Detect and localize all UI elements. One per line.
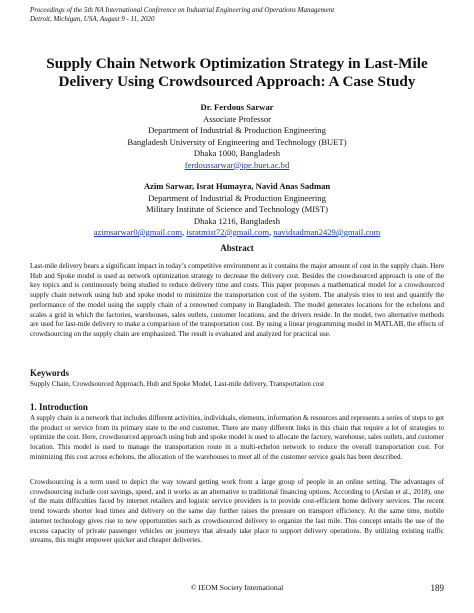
keywords-heading: Keywords	[30, 368, 69, 378]
paper-title	[20, 55, 454, 91]
author-city: Dhaka 1000, Bangladesh	[193, 148, 281, 158]
coauthor-emails	[20, 227, 454, 239]
author-university: Bangladesh University of Engineering and Technology (BUET)	[127, 136, 347, 147]
author-block-1	[20, 102, 454, 171]
title-line-1: Supply Chain Network Optimization Strategy in Last-Mile	[46, 55, 428, 72]
abstract-text: Last-mile delivery bears a significant impact in today’s competitive environment as it contains the major amount of cost in the supply chain. Here Hub and Spoke model is used as network optimization strategy to decrease the delivery cost. Besides the crowdsourced approach is one of the key topics and is continuously being studied to reduce delivery time and costs. This paper proposes a mathematical model for a crowdsourced supply chain network using hub and spoke model to minimize the transportation cost of the system. The analysis tries to test and quantify the performance of the model using the supply chain of a renowned company in Bangladesh. The model generates locations for the echelons and scales a grid in which the factories, warehouses, sales outlets, customer locations, and the drivers reside. In the model, two alternative methods are used for last-mile delivery to make a comparison of the transportation cost. By using a linear programming model in MATLAB, the effects of crowdsourcing on the supply chain are emphasized. The result is evaluated and analyzed for practical use.	[30, 262, 444, 338]
email-separator: ,	[182, 227, 187, 237]
keywords-text: Supply Chain, Crowdsourced Approach, Hub and Spoke Model, Last-mile delivery, Transportation cost	[30, 380, 325, 388]
header-line-1: Proceedings of the 5th NA International Conference on Industrial Engineering and Operations Management	[30, 6, 335, 14]
author-email-link[interactable]: ferdoussarwar@ipe.buet.ac.bd	[184, 159, 290, 170]
coauthor-department: Department of Industrial & Production Engineering	[148, 192, 326, 203]
introduction-heading: 1. Introduction	[30, 402, 88, 412]
author-department: Department of Industrial & Production Engineering	[148, 125, 326, 135]
conference-header	[30, 6, 450, 24]
author-name: Dr. Ferdous Sarwar	[200, 102, 274, 112]
header-line-2: Detroit, Michigan, USA, August 9 - 11, 2020	[30, 15, 155, 23]
title-line-2: Delivery Using Crowdsourced Approach: A Case Study	[58, 73, 416, 90]
email-separator: ,	[269, 227, 274, 237]
coauthor-institute: Military Institute of Science and Technology (MIST)	[145, 204, 329, 214]
email-link-1[interactable]: azimsarwar0@gmail.com	[93, 227, 183, 237]
coauthor-names: Azim Sarwar, Israt Humayra, Navid Anas Sadman	[143, 181, 331, 191]
abstract-heading: Abstract	[220, 243, 254, 253]
email-link-3[interactable]: navidsadman2429@gmail.com	[273, 227, 381, 237]
author-role: Associate Professor	[202, 113, 272, 124]
intro-paragraph-1: A supply chain is a network that includes different activities, individuals, elements, information & resources and represents a series of steps to get the product or service from its primary state to the end customer. There are many different links in this chain that require a lot of strategies to optimize the cost. Here, crowdsourced approach using hub and spoke model is used to allocate the factory, warehouse, sales outlets, and customer location. This model is used to manage the transportation route in a multi-echelon network to reduce the overall transportation cost. For minimizing this cost across echelons, the allocation of the warehouses to meet all of the customer service goals has been described.	[30, 414, 445, 461]
footer-copyright: © IEOM Society International	[190, 583, 284, 592]
intro-paragraph-2: Crowdsourcing is a term used to depict the way toward getting work from a large group of people in an online setting. The advantages of crowdsourcing include cost savings, speed, and it works as an alternative to traditional financing options. According to (Arslan et al., 2018), one of the main difficulties faced by internet retailers and logistic service providers is to provide cost-efficient home delivery services. The recent trend towards shorter lead times and delivery on the same day further raises the pressure on transport efficiency. At the same time, mobile internet technology gives rise to new opportunities such as crowdsourced delivery to organize the last mile. This concept entails the use of the excess capacity of private passenger vehicles on journeys that already take place to support delivery operations. By utilizing existing traffic streams, this might empower quicker and cheaper deliveries.	[30, 478, 444, 545]
page-number: 189	[430, 583, 444, 593]
email-link-2[interactable]: isratmist72@gmail.com	[186, 227, 269, 237]
coauthor-city: Dhaka 1216, Bangladesh	[193, 215, 281, 226]
author-block-2	[20, 181, 454, 239]
